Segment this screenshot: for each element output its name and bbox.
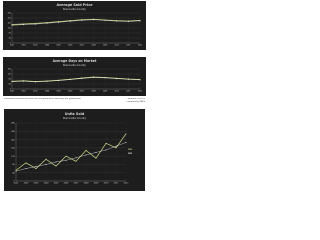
chart2-xtick-label: 2004 (44, 90, 50, 93)
chart2-xtick-label: 2008 (91, 90, 96, 93)
chart3-xtick-label: 2006 (63, 182, 69, 185)
footnote-right-line2: compiled by RMLS (126, 101, 145, 103)
chart1-xtick-label: 2009 (102, 44, 108, 47)
chart3-xtick-label: 2001 (13, 182, 19, 185)
chart2-series-2-point (140, 79, 141, 80)
chart1-xtick-label: 2011 (126, 44, 131, 47)
chart2-xtick-label: 2011 (126, 90, 131, 93)
chart2-xtick-label: 2010 (114, 90, 119, 93)
chart1-series-2-point (140, 20, 141, 21)
chart1-series-2-point (116, 21, 117, 22)
average-days-on-market-chart (0, 56, 149, 98)
chart3-series-1-point (46, 159, 47, 160)
chart3-panel (4, 109, 145, 191)
chart3-title: Units Sold (64, 112, 85, 116)
chart3-series-2-point (86, 154, 87, 155)
chart3-ytick-label: 200 (11, 139, 15, 142)
chart3-series-1-point (126, 133, 127, 134)
chart1-series-2-point (58, 22, 59, 23)
chart1-xtick-label: 2003 (33, 44, 38, 47)
chart1-xtick-label: 2001 (9, 44, 15, 47)
chart2-series-2-point (35, 81, 36, 82)
chart3-xtick-label: 2010 (103, 182, 109, 185)
chart3-ytick-label: 120 (11, 155, 15, 158)
footnote-left: Information deemed accurate but not guaranteed. Accuracy not guaranteed. (4, 98, 82, 100)
chart3-xtick-label: 2007 (73, 182, 79, 185)
chart2-xtick-label: 2005 (56, 90, 61, 93)
chart2-ytick-label: 0 (9, 88, 11, 91)
chart1-ytick-label: 40 (8, 37, 11, 40)
chart1-ytick-label: 160 (7, 22, 11, 25)
chart3-series-1-point (76, 161, 77, 162)
chart3-xtick-label: 2009 (93, 182, 99, 185)
chart1-series-2-point (128, 21, 129, 22)
chart3-series-2-point (26, 168, 27, 169)
chart1-series-2-point (35, 24, 36, 25)
chart2-series-2-point (116, 78, 117, 79)
chart3-series-2-point (116, 146, 117, 147)
chart3-xtick-label: 2012 (123, 182, 129, 185)
chart3-xtick-label: 2004 (43, 182, 49, 185)
chart2-title: Average Days on Market (52, 59, 97, 63)
chart3-series-1-point (26, 162, 27, 163)
chart2-series-2-point (93, 77, 94, 78)
chart2-ytick-label: 120 (7, 73, 11, 76)
chart3-ytick-label: 160 (11, 147, 15, 150)
footnote-right-line1: updated 10/2012 (127, 98, 145, 100)
footnote-right (127, 98, 145, 104)
average-sold-price-chart (0, 0, 149, 52)
chart3-xtick-label: 2008 (83, 182, 89, 185)
chart1-series-2-point (81, 20, 82, 21)
chart1-ytick-label: 0 (9, 42, 11, 45)
chart3-series-2-point (36, 166, 37, 167)
chart2-series-2-point (70, 79, 71, 80)
chart1-ytick-label: 200 (7, 17, 11, 20)
chart3-ytick-label: 80 (12, 164, 15, 167)
chart2-ytick-label: 80 (8, 78, 11, 81)
chart2-xtick-label: 2001 (9, 90, 15, 93)
chart3-xtick-label: 2011 (113, 182, 119, 185)
chart1-series-2-point (12, 25, 13, 26)
chart3-subtitle: Burnsville County (63, 117, 86, 120)
chart1-ytick-label: 120 (7, 27, 11, 30)
chart3-xtick-label: 2003 (33, 182, 39, 185)
chart3-series-2-point (96, 152, 97, 153)
chart3-ytick-label: 280 (11, 122, 15, 125)
chart3-legend-label-1: Sold (133, 148, 138, 151)
chart2-ytick-label: 160 (7, 68, 11, 71)
chart3-series-2-point (56, 161, 57, 162)
chart1-subtitle: Burnsville County (63, 8, 86, 11)
chart3-series-2-point (126, 142, 127, 143)
chart1-series-2-point (23, 24, 24, 25)
chart2-series-2-point (46, 81, 47, 82)
chart3-series-1-point (66, 156, 67, 157)
chart3-series-1-point (116, 147, 117, 148)
chart2-xtick-label: 2003 (33, 90, 38, 93)
chart3-ytick-label: 0 (13, 180, 15, 183)
chart1-ytick-label: 80 (8, 32, 11, 35)
chart2-series-2-point (58, 80, 59, 81)
units-sold-chart (0, 108, 149, 194)
chart2-xtick-label: 2002 (21, 90, 26, 93)
chart3-series-2-point (106, 149, 107, 150)
chart1-xtick-label: 2005 (56, 44, 61, 47)
chart2-xtick-label: 2012 (137, 90, 143, 93)
chart1-xtick-label: 2002 (21, 44, 26, 47)
chart2-ytick-label: 40 (8, 83, 11, 86)
chart3-series-1-point (96, 158, 97, 159)
chart2-subtitle: Burnsville County (63, 64, 86, 67)
chart2-series-2-point (81, 78, 82, 79)
chart2-xtick-label: 2007 (79, 90, 84, 93)
chart3-series-2-point (76, 157, 77, 158)
chart3-series-1-point (86, 150, 87, 151)
chart1-xtick-label: 2010 (114, 44, 119, 47)
footnote (4, 98, 145, 104)
chart3-series-2-point (46, 164, 47, 165)
chart3-series-1-point (106, 143, 107, 144)
chart3-ytick-label: 40 (12, 172, 15, 175)
chart1-series-2-point (93, 19, 94, 20)
chart1-ytick-label: 240 (7, 12, 11, 15)
chart3-ytick-label: 240 (11, 130, 15, 133)
chart2-series-2-point (23, 81, 24, 82)
chart3-series-2-point (16, 171, 17, 172)
chart3-series-1-point (56, 166, 57, 167)
chart1-series-2-point (46, 23, 47, 24)
chart3-series-1-point (16, 170, 17, 171)
chart1-xtick-label: 2006 (68, 44, 73, 47)
chart3-legend-label-2: Trend (133, 152, 139, 155)
chart2-series-2-point (12, 81, 13, 82)
chart3-xtick-label: 2005 (53, 182, 59, 185)
chart2-series-2-point (128, 79, 129, 80)
chart3-series-2-point (66, 160, 67, 161)
chart1-title: Average Sold Price (56, 3, 93, 7)
chart1-xtick-label: 2008 (91, 44, 96, 47)
chart1-series-2-point (70, 21, 71, 22)
chart2-xtick-label: 2009 (102, 90, 108, 93)
chart1-xtick-label: 2012 (137, 44, 143, 47)
chart2-series-2-point (105, 77, 106, 78)
chart1-xtick-label: 2007 (79, 44, 84, 47)
chart1-series-2-point (105, 20, 106, 21)
chart3-series-1-point (36, 168, 37, 169)
chart2-xtick-label: 2006 (68, 90, 73, 93)
chart1-xtick-label: 2004 (44, 44, 50, 47)
chart3-xtick-label: 2002 (23, 182, 29, 185)
